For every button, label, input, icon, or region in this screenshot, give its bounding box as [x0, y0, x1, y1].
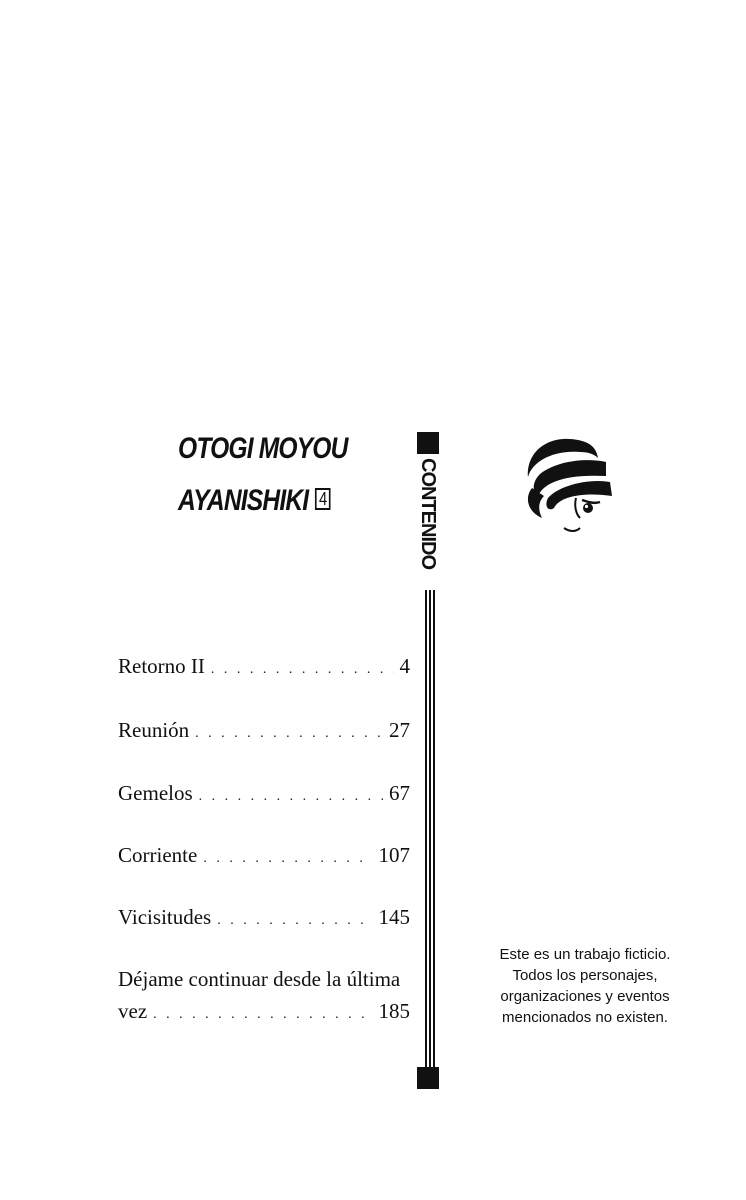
toc-leader-dots [199, 789, 383, 805]
toc-leader-dots [217, 913, 372, 929]
title-text-1: OTOGI MOYOU [178, 432, 348, 465]
toc-entry[interactable] [118, 905, 410, 930]
toc-entry[interactable] [118, 781, 410, 806]
toc-leader-dots [203, 851, 372, 867]
disclaimer-line: mencionados no existen. [502, 1009, 668, 1026]
toc-entry[interactable] [118, 843, 410, 868]
toc-leader-dots [195, 726, 383, 742]
disclaimer-line: organizaciones y eventos [500, 988, 670, 1005]
volume-number: 4 [315, 488, 331, 510]
disclaimer-line: Este es un trabajo ficticio. [499, 946, 671, 963]
toc-entry[interactable] [118, 999, 410, 1024]
toc-entry-page: 4 [399, 654, 410, 678]
toc-entry-page: 67 [389, 781, 410, 805]
toc-entry-title: Retorno II [118, 654, 205, 678]
divider-top-square [417, 432, 439, 454]
swirl-face-logo-icon [518, 432, 618, 537]
toc-leader-dots [211, 662, 394, 678]
disclaimer-line: Todos los personajes, [512, 967, 658, 984]
toc-entry-page: 145 [378, 905, 410, 929]
title-line-1 [178, 432, 348, 466]
toc-entry-title: Vicisitudes [118, 905, 212, 929]
toc-entry-title-line2: vez [118, 999, 148, 1023]
divider-line [425, 590, 427, 1067]
contents-label: CONTENIDO [417, 458, 439, 569]
toc-entry[interactable] [118, 718, 410, 743]
toc-entry-title: Gemelos [118, 781, 193, 805]
divider-line [429, 590, 431, 1067]
title-line-2 [178, 484, 330, 518]
divider-line [433, 590, 435, 1067]
title-text-2: AYANISHIKI [178, 484, 309, 517]
toc-entry-page: 27 [389, 718, 410, 742]
divider-bottom-square [417, 1067, 439, 1089]
toc-entry-title-line1[interactable]: Déjame continuar desde la última [118, 967, 401, 991]
toc-entry-page: 185 [378, 999, 410, 1023]
toc-entry-title: Reunión [118, 718, 190, 742]
toc-leader-dots [153, 1007, 372, 1023]
toc-entry[interactable] [118, 654, 410, 679]
toc-entry-title: Corriente [118, 843, 198, 867]
toc-entry-page: 107 [378, 843, 410, 867]
disclaimer [470, 944, 700, 1028]
